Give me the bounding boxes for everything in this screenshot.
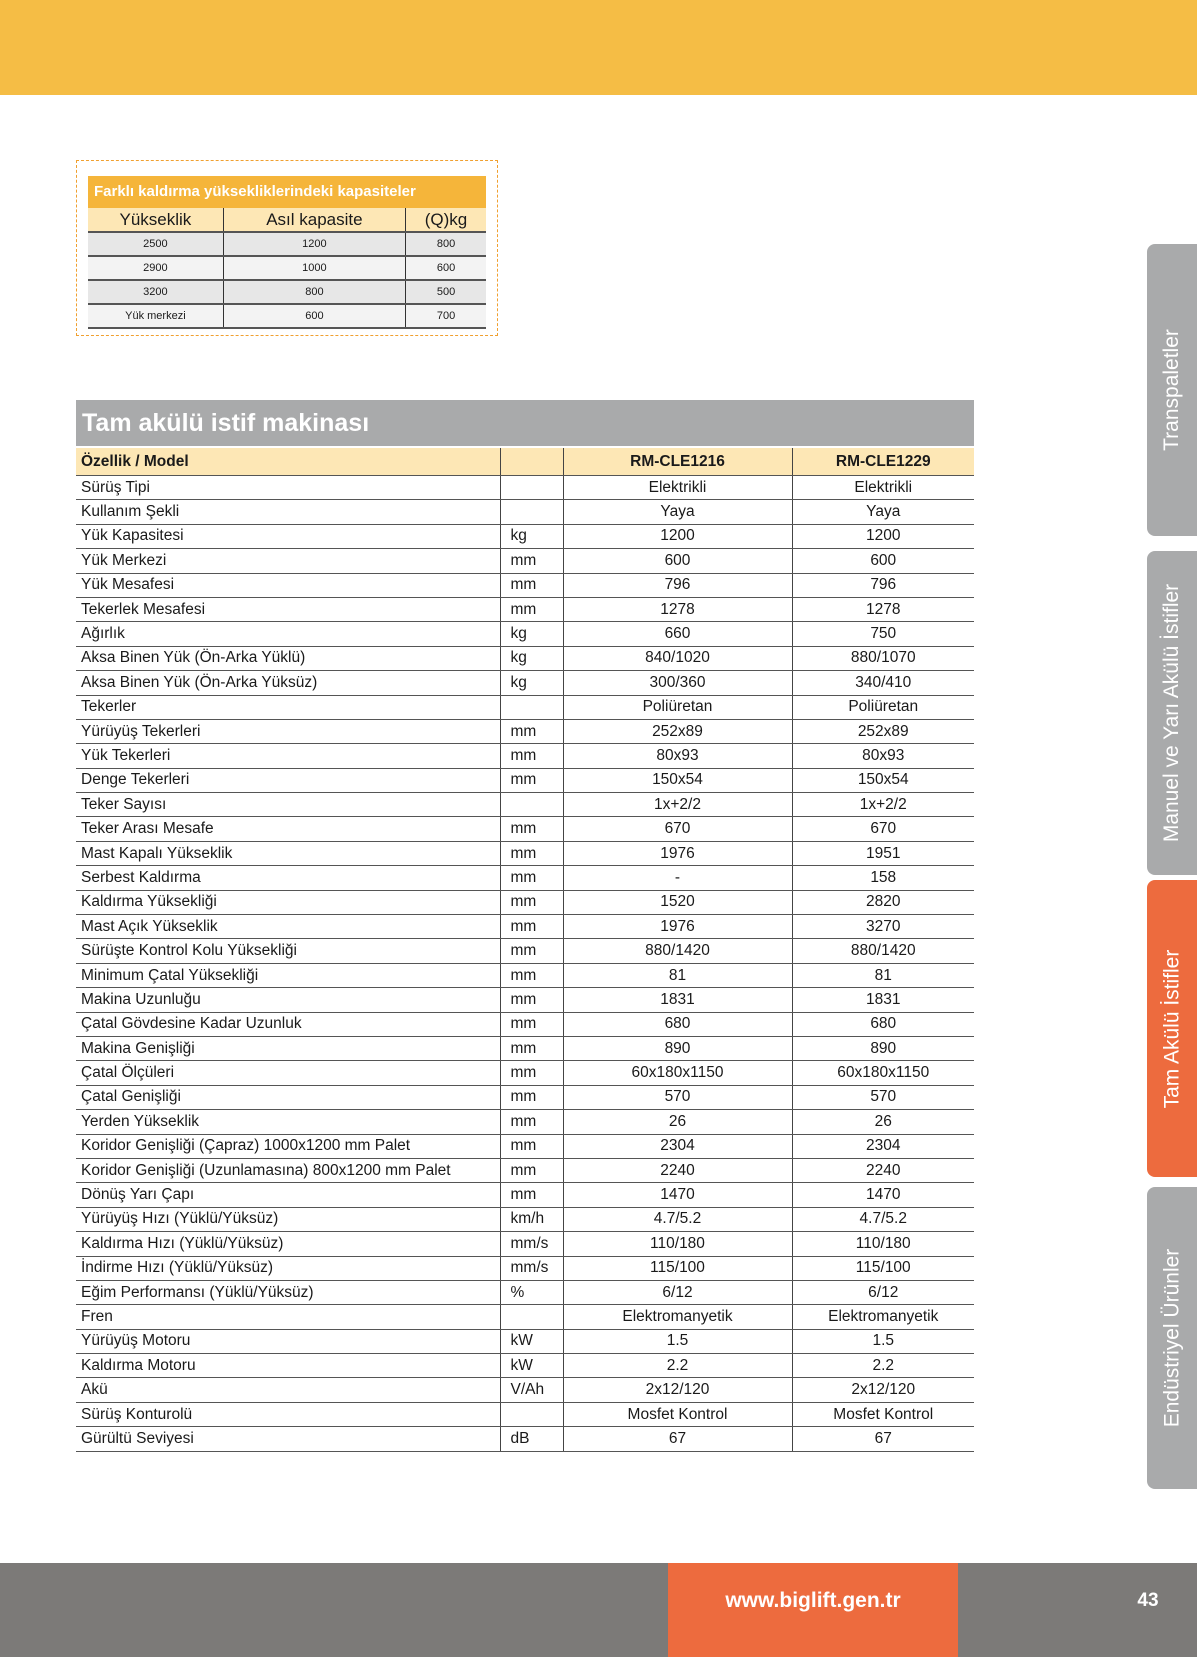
- spec-header-model1: RM-CLE1216: [563, 448, 792, 476]
- spec-row: [76, 1061, 974, 1085]
- spec-value-model2: 670: [792, 817, 974, 841]
- spec-value-model1: 1278: [563, 597, 792, 621]
- capacity-table: [88, 208, 486, 329]
- spec-value-model2: 80x93: [792, 744, 974, 768]
- spec-value-model1: Poliüretan: [563, 695, 792, 719]
- spec-value-model2: 2304: [792, 1134, 974, 1158]
- capacity-col-capacity: Asıl kapasite: [223, 208, 405, 232]
- spec-unit: kW: [500, 1354, 563, 1378]
- spec-row: [76, 841, 974, 865]
- spec-value-model1: Mosfet Kontrol: [563, 1402, 792, 1426]
- spec-row: [76, 744, 974, 768]
- spec-row: [76, 1354, 974, 1378]
- spec-row: [76, 646, 974, 670]
- spec-value-model2: Elektromanyetik: [792, 1305, 974, 1329]
- spec-name: Teker Sayısı: [76, 793, 500, 817]
- spec-name: Kullanım Şekli: [76, 500, 500, 524]
- spec-value-model1: 6/12: [563, 1280, 792, 1304]
- spec-value-model1: 80x93: [563, 744, 792, 768]
- spec-unit: mm: [500, 597, 563, 621]
- spec-unit: mm: [500, 1158, 563, 1182]
- spec-value-model2: 2240: [792, 1158, 974, 1182]
- spec-row: [76, 1232, 974, 1256]
- spec-unit: kg: [500, 671, 563, 695]
- spec-value-model2: 1.5: [792, 1329, 974, 1353]
- spec-unit: mm: [500, 963, 563, 987]
- capacity-cell: 800: [406, 232, 486, 256]
- spec-value-model2: 6/12: [792, 1280, 974, 1304]
- spec-header-name: Özellik / Model: [76, 448, 500, 476]
- spec-name: Yürüyüş Tekerleri: [76, 719, 500, 743]
- spec-row: [76, 939, 974, 963]
- capacity-cell: 2500: [88, 232, 223, 256]
- tab-label: Transpaletler: [1160, 329, 1183, 451]
- spec-row: [76, 793, 974, 817]
- footer: [0, 1563, 1197, 1657]
- spec-name: Fren: [76, 1305, 500, 1329]
- tab-manuel-yari-akulu[interactable]: [1147, 551, 1197, 875]
- spec-value-model1: 1x+2/2: [563, 793, 792, 817]
- top-band: [0, 0, 1197, 95]
- spec-unit: dB: [500, 1427, 563, 1451]
- spec-value-model2: 880/1420: [792, 939, 974, 963]
- spec-value-model1: 1.5: [563, 1329, 792, 1353]
- spec-value-model2: 1951: [792, 841, 974, 865]
- spec-row: [76, 1012, 974, 1036]
- spec-value-model1: 660: [563, 622, 792, 646]
- spec-name: Kaldırma Hızı (Yüklü/Yüksüz): [76, 1232, 500, 1256]
- spec-row: [76, 817, 974, 841]
- capacity-cell: 2900: [88, 256, 223, 280]
- spec-name: Yürüyüş Motoru: [76, 1329, 500, 1353]
- spec-name: Kaldırma Yüksekliği: [76, 890, 500, 914]
- spec-row: [76, 866, 974, 890]
- spec-name: Minimum Çatal Yüksekliği: [76, 963, 500, 987]
- spec-value-model1: 26: [563, 1110, 792, 1134]
- spec-name: Aksa Binen Yük (Ön-Arka Yüklü): [76, 646, 500, 670]
- spec-value-model2: Yaya: [792, 500, 974, 524]
- spec-name: Kaldırma Motoru: [76, 1354, 500, 1378]
- spec-value-model2: 1278: [792, 597, 974, 621]
- spec-unit: [500, 500, 563, 524]
- spec-unit: mm: [500, 817, 563, 841]
- capacity-cell: 700: [406, 304, 486, 328]
- capacity-box: [76, 160, 498, 336]
- spec-value-model2: 1831: [792, 988, 974, 1012]
- spec-value-model1: Elektrikli: [563, 476, 792, 500]
- spec-name: Dönüş Yarı Çapı: [76, 1183, 500, 1207]
- spec-unit: [500, 476, 563, 500]
- spec-value-model1: 1200: [563, 524, 792, 548]
- tab-label: Tam Akülü İstifler: [1160, 949, 1184, 1108]
- spec-row: [76, 671, 974, 695]
- spec-unit: mm: [500, 866, 563, 890]
- tab-label: Endüstriyel Ürünler: [1160, 1248, 1184, 1428]
- spec-row: [76, 1110, 974, 1134]
- spec-value-model1: 2240: [563, 1158, 792, 1182]
- spec-name: Yük Kapasitesi: [76, 524, 500, 548]
- spec-unit: mm/s: [500, 1232, 563, 1256]
- spec-unit: mm: [500, 768, 563, 792]
- capacity-cell: 500: [406, 280, 486, 304]
- spec-value-model2: 150x54: [792, 768, 974, 792]
- spec-unit: mm: [500, 1012, 563, 1036]
- spec-row: [76, 573, 974, 597]
- spec-unit: mm: [500, 890, 563, 914]
- spec-value-model1: 252x89: [563, 719, 792, 743]
- spec-value-model2: 26: [792, 1110, 974, 1134]
- spec-value-model2: 252x89: [792, 719, 974, 743]
- spec-unit: mm: [500, 1183, 563, 1207]
- spec-value-model1: 67: [563, 1427, 792, 1451]
- spec-unit: mm: [500, 988, 563, 1012]
- spec-unit: mm: [500, 939, 563, 963]
- spec-unit: mm: [500, 573, 563, 597]
- spec-title: Tam akülü istif makinası: [76, 400, 974, 446]
- spec-value-model1: 840/1020: [563, 646, 792, 670]
- spec-row: [76, 915, 974, 939]
- spec-row: [76, 1305, 974, 1329]
- spec-value-model2: 3270: [792, 915, 974, 939]
- spec-name: Akü: [76, 1378, 500, 1402]
- capacity-cell: 3200: [88, 280, 223, 304]
- spec-unit: [500, 1402, 563, 1426]
- spec-row: [76, 1036, 974, 1060]
- spec-value-model1: 680: [563, 1012, 792, 1036]
- spec-name: Ağırlık: [76, 622, 500, 646]
- spec-name: Eğim Performansı (Yüklü/Yüksüz): [76, 1280, 500, 1304]
- spec-row: [76, 1183, 974, 1207]
- capacity-header-row: [88, 208, 486, 232]
- spec-row: [76, 768, 974, 792]
- spec-value-model1: 4.7/5.2: [563, 1207, 792, 1231]
- spec-value-model2: 4.7/5.2: [792, 1207, 974, 1231]
- spec-value-model2: Mosfet Kontrol: [792, 1402, 974, 1426]
- spec-value-model2: 110/180: [792, 1232, 974, 1256]
- spec-value-model1: 81: [563, 963, 792, 987]
- spec-unit: [500, 1305, 563, 1329]
- spec-name: Sürüşte Kontrol Kolu Yüksekliği: [76, 939, 500, 963]
- spec-value-model1: -: [563, 866, 792, 890]
- spec-value-model1: 300/360: [563, 671, 792, 695]
- capacity-header: Farklı kaldırma yüksekliklerindeki kapasiteler: [88, 176, 486, 208]
- spec-row: [76, 597, 974, 621]
- spec-unit: mm/s: [500, 1256, 563, 1280]
- spec-name: Mast Açık Yükseklik: [76, 915, 500, 939]
- spec-row: [76, 1085, 974, 1109]
- spec-unit: [500, 793, 563, 817]
- spec-value-model1: 2304: [563, 1134, 792, 1158]
- spec-name: Yük Tekerleri: [76, 744, 500, 768]
- spec-header-row: [76, 448, 974, 476]
- capacity-cell: Yük merkezi: [88, 304, 223, 328]
- spec-value-model1: 890: [563, 1036, 792, 1060]
- spec-value-model1: 670: [563, 817, 792, 841]
- spec-name: Çatal Gövdesine Kadar Uzunluk: [76, 1012, 500, 1036]
- spec-unit: mm: [500, 1061, 563, 1085]
- spec-unit: mm: [500, 719, 563, 743]
- spec-unit: kg: [500, 524, 563, 548]
- spec-value-model2: 158: [792, 866, 974, 890]
- spec-row: [76, 1427, 974, 1451]
- capacity-col-q: (Q)kg: [406, 208, 486, 232]
- spec-row: [76, 695, 974, 719]
- capacity-row: [88, 256, 486, 280]
- spec-row: [76, 524, 974, 548]
- spec-value-model1: 796: [563, 573, 792, 597]
- spec-unit: V/Ah: [500, 1378, 563, 1402]
- spec-unit: mm: [500, 1110, 563, 1134]
- spec-value-model1: 110/180: [563, 1232, 792, 1256]
- spec-value-model1: 1520: [563, 890, 792, 914]
- spec-value-model1: 1976: [563, 841, 792, 865]
- spec-value-model1: 2.2: [563, 1354, 792, 1378]
- spec-name: Çatal Genişliği: [76, 1085, 500, 1109]
- spec-name: Tekerlek Mesafesi: [76, 597, 500, 621]
- spec-name: Serbest Kaldırma: [76, 866, 500, 890]
- spec-name: Sürüş Konturolü: [76, 1402, 500, 1426]
- spec-value-model1: 2x12/120: [563, 1378, 792, 1402]
- spec-row: [76, 622, 974, 646]
- spec-value-model2: 880/1070: [792, 646, 974, 670]
- spec-value-model1: 150x54: [563, 768, 792, 792]
- spec-value-model1: Elektromanyetik: [563, 1305, 792, 1329]
- spec-name: Yük Merkezi: [76, 549, 500, 573]
- spec-name: Gürültü Seviyesi: [76, 1427, 500, 1451]
- spec-unit: mm: [500, 1085, 563, 1109]
- spec-name: Yürüyüş Hızı (Yüklü/Yüksüz): [76, 1207, 500, 1231]
- capacity-row: [88, 280, 486, 304]
- capacity-row: [88, 232, 486, 256]
- spec-name: Yerden Yükseklik: [76, 1110, 500, 1134]
- spec-value-model2: 1x+2/2: [792, 793, 974, 817]
- spec-row: [76, 1207, 974, 1231]
- spec-value-model1: 600: [563, 549, 792, 573]
- spec-value-model2: 890: [792, 1036, 974, 1060]
- spec-unit: mm: [500, 1134, 563, 1158]
- spec-value-model2: 750: [792, 622, 974, 646]
- spec-row: [76, 1134, 974, 1158]
- spec-value-model1: 1976: [563, 915, 792, 939]
- spec-name: Makina Uzunluğu: [76, 988, 500, 1012]
- tab-endustriyel[interactable]: [1147, 1187, 1197, 1489]
- spec-value-model2: 570: [792, 1085, 974, 1109]
- spec-name: İndirme Hızı (Yüklü/Yüksüz): [76, 1256, 500, 1280]
- spec-row: [76, 476, 974, 500]
- spec-unit: km/h: [500, 1207, 563, 1231]
- capacity-col-height: Yükseklik: [88, 208, 223, 232]
- spec-unit: kW: [500, 1329, 563, 1353]
- spec-value-model2: 115/100: [792, 1256, 974, 1280]
- spec-value-model2: 81: [792, 963, 974, 987]
- spec-name: Koridor Genişliği (Uzunlamasına) 800x1200 mm Palet: [76, 1158, 500, 1182]
- spec-value-model2: Elektrikli: [792, 476, 974, 500]
- spec-value-model2: Poliüretan: [792, 695, 974, 719]
- spec-unit: kg: [500, 622, 563, 646]
- tab-label: Manuel ve Yarı Akülü İstifler: [1160, 583, 1184, 843]
- spec-value-model2: 2x12/120: [792, 1378, 974, 1402]
- spec-name: Mast Kapalı Yükseklik: [76, 841, 500, 865]
- spec-name: Sürüş Tipi: [76, 476, 500, 500]
- spec-name: Denge Tekerleri: [76, 768, 500, 792]
- capacity-cell: 1000: [223, 256, 405, 280]
- capacity-cell: 600: [223, 304, 405, 328]
- spec-value-model2: 2.2: [792, 1354, 974, 1378]
- spec-value-model2: 600: [792, 549, 974, 573]
- spec-row: [76, 1329, 974, 1353]
- spec-value-model2: 680: [792, 1012, 974, 1036]
- spec-value-model1: 1831: [563, 988, 792, 1012]
- spec-row: [76, 1280, 974, 1304]
- spec-unit: mm: [500, 915, 563, 939]
- spec-value-model2: 1470: [792, 1183, 974, 1207]
- spec-row: [76, 1158, 974, 1182]
- spec-unit: [500, 695, 563, 719]
- capacity-cell: 1200: [223, 232, 405, 256]
- spec-name: Tekerler: [76, 695, 500, 719]
- spec-value-model1: Yaya: [563, 500, 792, 524]
- spec-value-model2: 2820: [792, 890, 974, 914]
- spec-unit: kg: [500, 646, 563, 670]
- website-link[interactable]: www.biglift.gen.tr: [668, 1563, 958, 1657]
- spec-table: [76, 448, 974, 1452]
- spec-unit: %: [500, 1280, 563, 1304]
- spec-value-model2: 60x180x1150: [792, 1061, 974, 1085]
- spec-value-model1: 880/1420: [563, 939, 792, 963]
- spec-row: [76, 988, 974, 1012]
- spec-name: Makina Genişliği: [76, 1036, 500, 1060]
- spec-value-model2: 340/410: [792, 671, 974, 695]
- spec-row: [76, 1378, 974, 1402]
- spec-value-model2: 67: [792, 1427, 974, 1451]
- spec-unit: mm: [500, 1036, 563, 1060]
- spec-value-model2: 1200: [792, 524, 974, 548]
- spec-name: Koridor Genişliği (Çapraz) 1000x1200 mm Palet: [76, 1134, 500, 1158]
- capacity-row: [88, 304, 486, 328]
- spec-name: Aksa Binen Yük (Ön-Arka Yüksüz): [76, 671, 500, 695]
- spec-header-model2: RM-CLE1229: [792, 448, 974, 476]
- tab-transpaletler[interactable]: [1147, 244, 1197, 536]
- page-number: 43: [1137, 1590, 1159, 1611]
- spec-value-model1: 570: [563, 1085, 792, 1109]
- spec-name: Çatal Ölçüleri: [76, 1061, 500, 1085]
- capacity-cell: 600: [406, 256, 486, 280]
- spec-unit: mm: [500, 549, 563, 573]
- tab-tam-akulu[interactable]: [1147, 880, 1197, 1177]
- spec-row: [76, 963, 974, 987]
- spec-header-unit: [500, 448, 563, 476]
- spec-row: [76, 890, 974, 914]
- spec-name: Yük Mesafesi: [76, 573, 500, 597]
- spec-row: [76, 549, 974, 573]
- spec-value-model1: 1470: [563, 1183, 792, 1207]
- spec-row: [76, 500, 974, 524]
- spec-value-model1: 60x180x1150: [563, 1061, 792, 1085]
- spec-row: [76, 1256, 974, 1280]
- spec-name: Teker Arası Mesafe: [76, 817, 500, 841]
- spec-unit: mm: [500, 744, 563, 768]
- spec-row: [76, 719, 974, 743]
- spec-value-model1: 115/100: [563, 1256, 792, 1280]
- spec-row: [76, 1402, 974, 1426]
- spec-unit: mm: [500, 841, 563, 865]
- capacity-cell: 800: [223, 280, 405, 304]
- spec-value-model2: 796: [792, 573, 974, 597]
